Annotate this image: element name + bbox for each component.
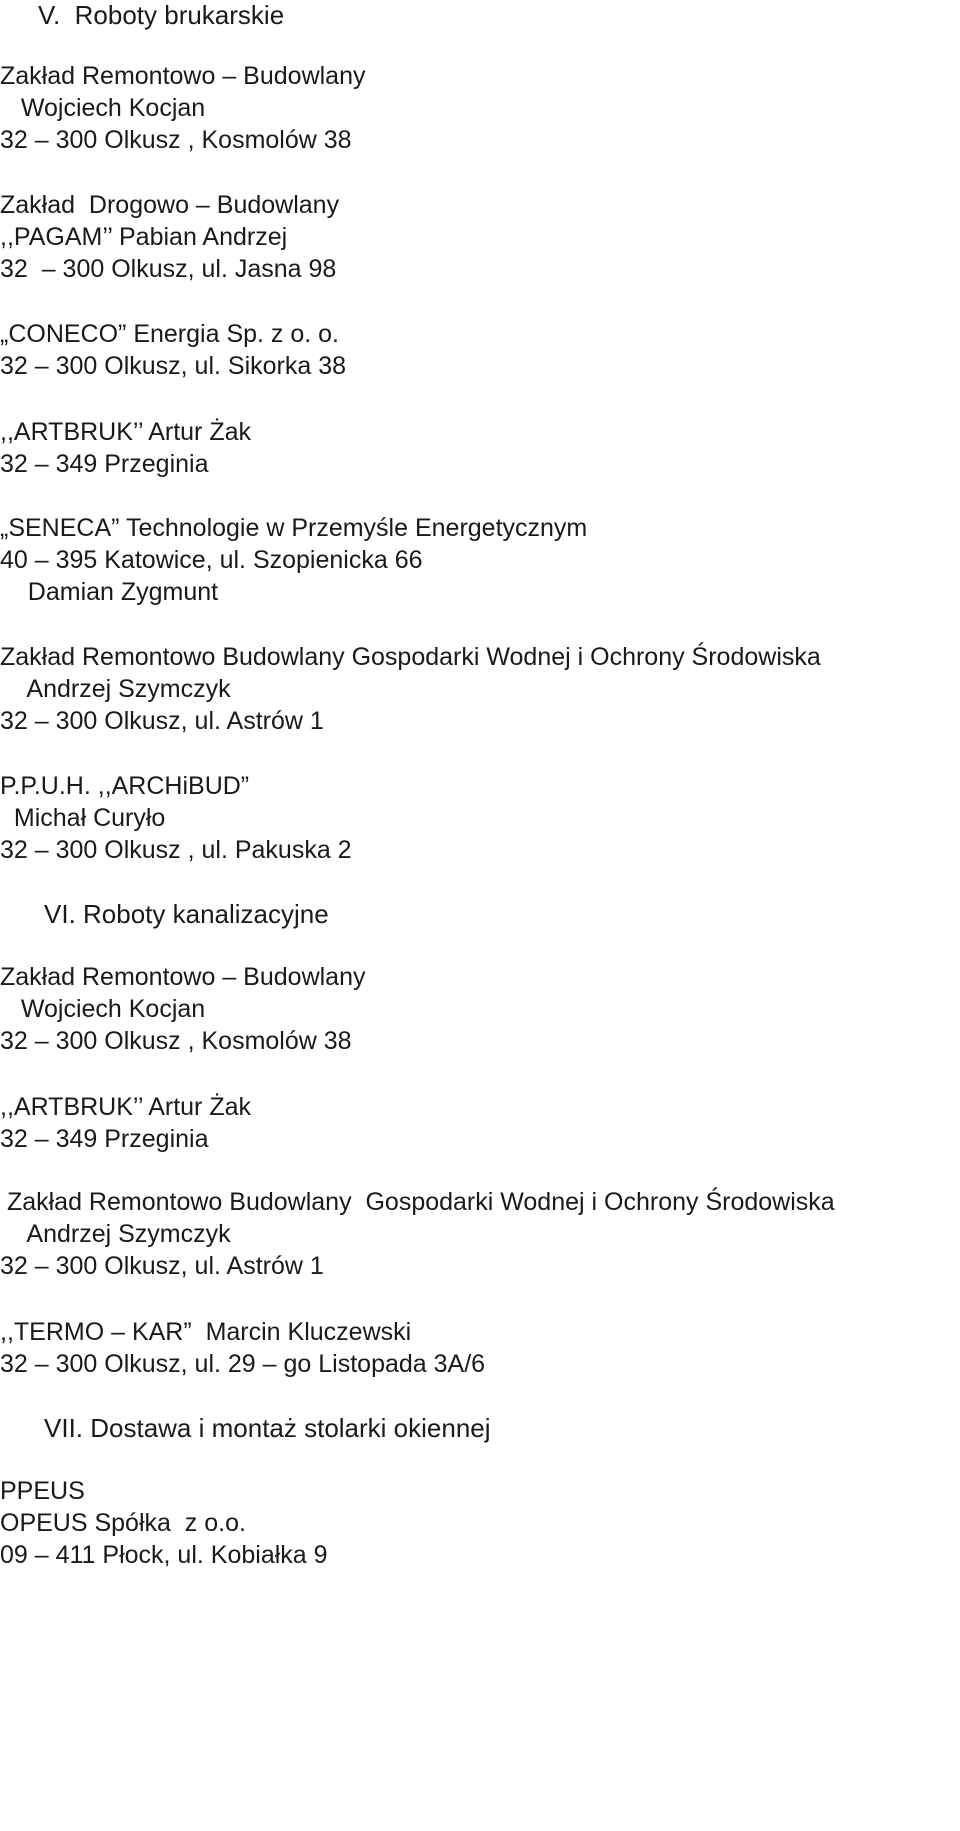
company-address: 32 – 300 Olkusz, ul. Astrów 1 bbox=[0, 707, 324, 735]
company-address: 40 – 395 Katowice, ul. Szopienicka 66 bbox=[0, 546, 423, 574]
section-heading-vii: VII. Dostawa i montaż stolarki okiennej bbox=[44, 1413, 491, 1443]
company-name: ,,ARTBRUK’’ Artur Żak bbox=[0, 1093, 251, 1121]
company-name: Zakład Remontowo Budowlany Gospodarki Wodnej i Ochrony Środowiska bbox=[0, 643, 821, 671]
company-address: 09 – 411 Płock, ul. Kobiałka 9 bbox=[0, 1541, 328, 1569]
contact-person: Damian Zygmunt bbox=[0, 578, 219, 606]
company-name: ,,ARTBRUK’’ Artur Żak bbox=[0, 418, 251, 446]
company-name-detail: OPEUS Spółka z o.o. bbox=[0, 1509, 246, 1537]
company-address: 32 – 349 Przeginia bbox=[0, 450, 209, 478]
company-address: 32 – 300 Olkusz, ul. Astrów 1 bbox=[0, 1252, 324, 1280]
company-name: „SENECA” Technologie w Przemyśle Energetycznym bbox=[0, 514, 588, 542]
contact-person: Andrzej Szymczyk bbox=[0, 675, 231, 703]
company-name: Zakład Remontowo – Budowlany bbox=[0, 963, 366, 991]
contact-person: Wojciech Kocjan bbox=[0, 995, 206, 1023]
section-heading-vi: VI. Roboty kanalizacyjne bbox=[44, 899, 329, 929]
company-address: 32 – 300 Olkusz, ul. 29 – go Listopada 3A/6 bbox=[0, 1350, 486, 1378]
section-heading-v: V. Roboty brukarskie bbox=[38, 0, 285, 30]
company-address: 32 – 300 Olkusz , ul. Pakuska 2 bbox=[0, 836, 352, 864]
company-address: 32 – 300 Olkusz , Kosmolów 38 bbox=[0, 126, 352, 154]
contact-person: Wojciech Kocjan bbox=[0, 94, 206, 122]
contact-person: Michał Curyło bbox=[0, 804, 166, 832]
contact-person: Andrzej Szymczyk bbox=[0, 1220, 231, 1248]
company-name: Zakład Remontowo – Budowlany bbox=[0, 62, 366, 90]
company-address: 32 – 300 Olkusz, ul. Jasna 98 bbox=[0, 255, 337, 283]
company-address: 32 – 349 Przeginia bbox=[0, 1125, 209, 1153]
company-name: PPEUS bbox=[0, 1477, 85, 1505]
company-address: 32 – 300 Olkusz, ul. Sikorka 38 bbox=[0, 352, 347, 380]
company-name: „CONECO” Energia Sp. z o. o. bbox=[0, 320, 340, 348]
company-name: Zakład Remontowo Budowlany Gospodarki Wodnej i Ochrony Środowiska bbox=[0, 1188, 835, 1216]
company-name-detail: ,,PAGAM’’ Pabian Andrzej bbox=[0, 223, 288, 251]
company-name: Zakład Drogowo – Budowlany bbox=[0, 191, 340, 219]
company-name: P.P.U.H. ,,ARCHiBUD” bbox=[0, 772, 250, 800]
company-name: ,,TERMO – KAR” Marcin Kluczewski bbox=[0, 1318, 412, 1346]
company-address: 32 – 300 Olkusz , Kosmolów 38 bbox=[0, 1027, 352, 1055]
